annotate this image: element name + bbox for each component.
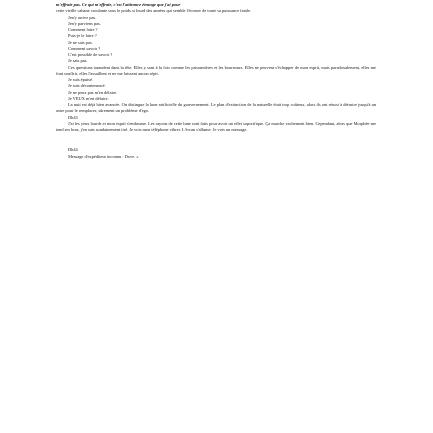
short-line: Puis-je le faire ? (68, 33, 97, 39)
short-line: Je suis épuisé. (68, 77, 93, 82)
short-line: Je VEUX m'en défaire. (68, 95, 109, 101)
short-line: Comment faire ? (68, 27, 98, 32)
body-paragraph: La nuit est déjà bien avancée. On distingue la lune artificielle du gouvernement. Le plan d'extinction de la naturelle était trop coûteux, alors ils ont réussi à détruire jusqu'à un astre pour le remplacer, sûrement un problème d'ego. (56, 102, 376, 114)
short-line: Comment savoir ? (68, 45, 101, 51)
paragraph-gap (56, 133, 376, 147)
short-line: Dh43 (68, 114, 78, 120)
body-paragraph: Ces questions taraudent dans la tête. Elles y sont à la fois comme les prisonnières et les bourreaux. Elles ne peuvent s'échapper de mon esprit, mais paradoxalement, elles me font souffrir, elles l'assaillent et ne me laissent aucun répit. (56, 64, 376, 76)
top-line: m'effraie pas. Ce qui m'effraie, c'est l'attirance étrange que j'ai pour (56, 2, 181, 7)
short-line: Dh44 (68, 147, 78, 153)
short-line: Je suis décontenancé. (68, 83, 106, 89)
short-line: Jen'y arrive pas. (68, 14, 97, 20)
body-continuation: cette vieille cabane croulante sous le poids si lourd des années qui semble l'écraser de toute sa puissance fatale. (56, 8, 252, 14)
short-line: Message d'expéditeur inconnu : Dove. » (68, 153, 139, 159)
short-line: Jen'y parviens pas. (68, 20, 101, 26)
short-line: Je ne peux pas m'en défaire. (68, 89, 118, 95)
short-line: Je sais pas. (68, 58, 88, 64)
short-line: C'est possible de savoir ? (68, 52, 113, 57)
text-column (56, 2, 376, 160)
body-paragraph: J'ai les yeux lourds et mon esprit s'embrume. Les rayons de cette lune sont faits pour avoir un effet soporifique. Ça marche vachement bien. Cependant, alors que Morphée me tend ses bras, j'en suis soudainement tiré. Je vois mon téléphone vibrer. L'écran s'allume. Je vois un message. (56, 120, 376, 132)
short-line: Je ne sais pas. (68, 39, 93, 45)
